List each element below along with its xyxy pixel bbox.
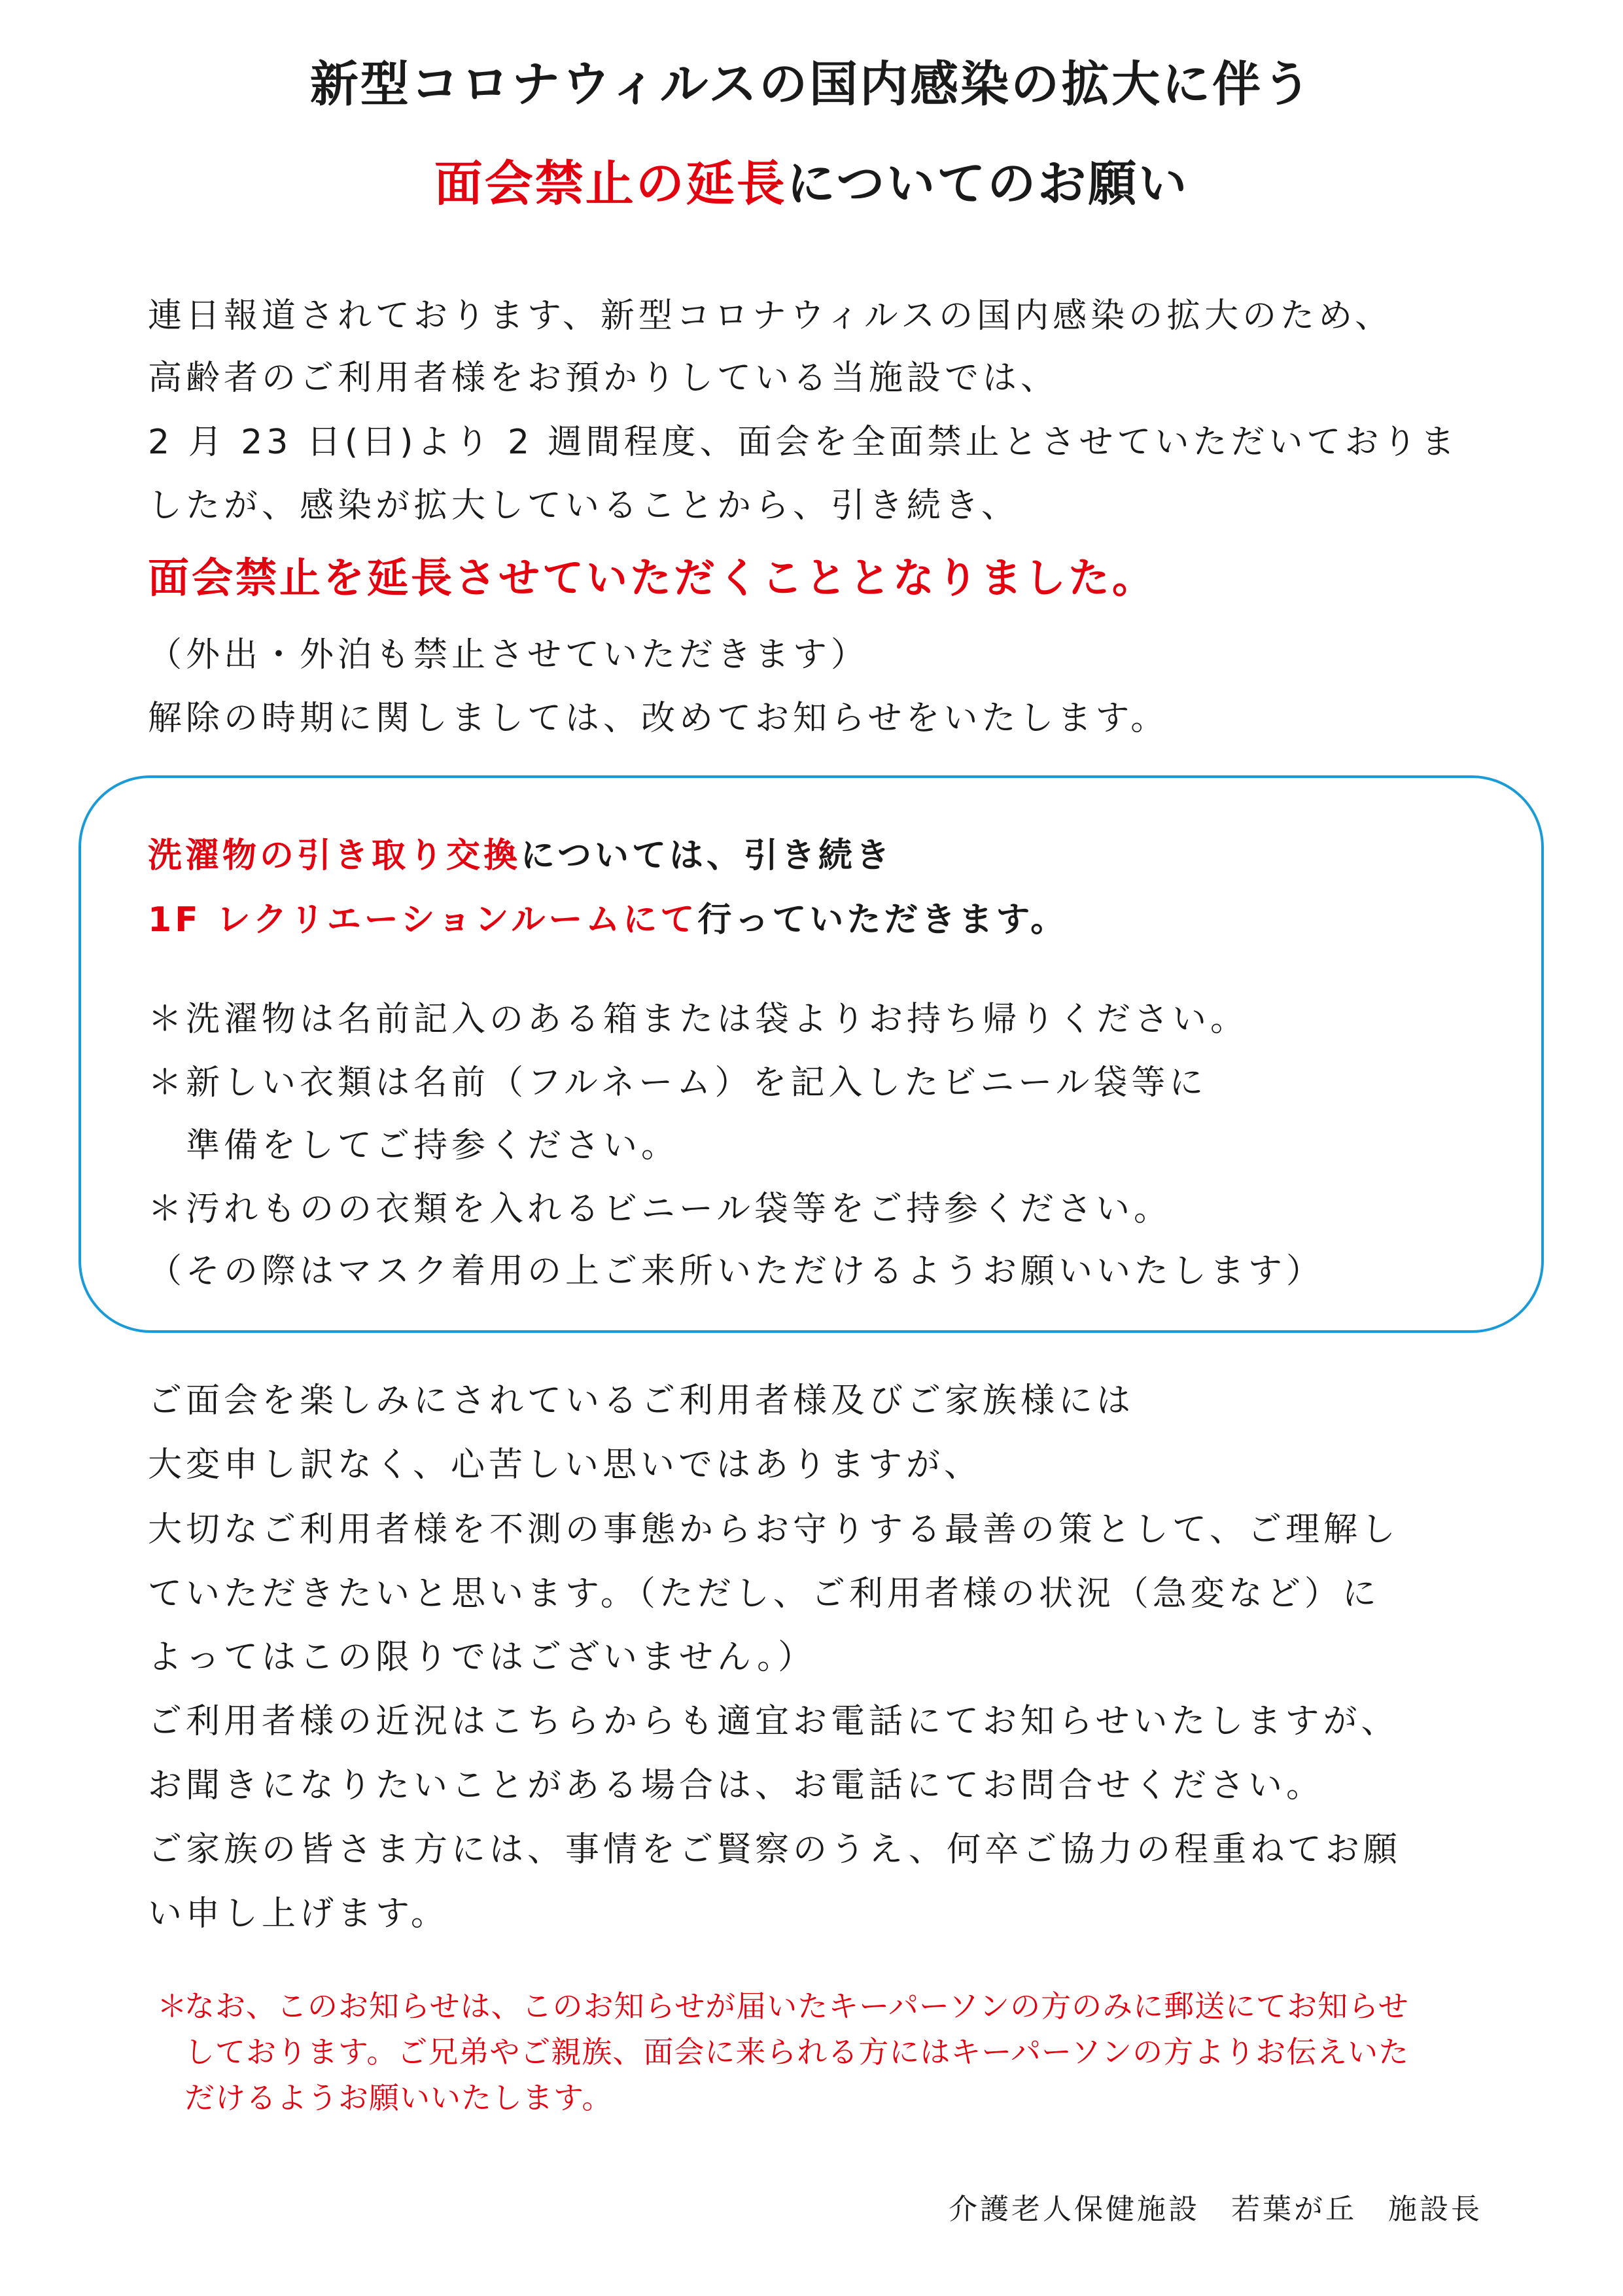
closing-line-8: ご家族の皆さま方には、事情をご賢察のうえ、何卒ご協力の程重ねてお願 bbox=[148, 1830, 1401, 1869]
laundry-item-1: ＊洗濯物は名前記入のある箱または袋よりお持ち帰りください。 bbox=[148, 1000, 1249, 1039]
note-line-3: だけるようお願いいたします。 bbox=[184, 2080, 613, 2115]
note-asterisk: ＊ bbox=[157, 1988, 187, 2024]
laundry-item-2: ＊新しい衣類は名前（フルネーム）を記入したビニール袋等に bbox=[148, 1063, 1208, 1103]
laundry-heading-1-rest: については、引き続き bbox=[521, 836, 893, 875]
closing-line-9: い申し上げます。 bbox=[148, 1894, 449, 1934]
laundry-item-2-cont: 準備をしてご持参ください。 bbox=[148, 1126, 680, 1165]
title-emphasis: 面会禁止の延長 bbox=[434, 156, 787, 212]
note-line-2: しております。ご兄弟やご親族、面会に来られる方にはキーパーソンの方よりお伝えいた bbox=[184, 2034, 1410, 2070]
page-title-line-2 bbox=[0, 145, 1623, 215]
closing-line-4: ていただきたいと思います。（ただし、ご利用者様の状況（急変など）に bbox=[148, 1574, 1380, 1614]
closing-line-3: 大切なご利用者様を不測の事態からお守りする最善の策として、ご理解し bbox=[148, 1510, 1399, 1549]
laundry-heading-2 bbox=[148, 892, 1068, 941]
intro-line-4: したが、感染が拡大していることから、引き続き、 bbox=[148, 486, 1019, 525]
closing-line-6: ご利用者様の近況はこちらからも適宜お電話にてお知らせいたしますが、 bbox=[148, 1702, 1399, 1741]
note-line-1: なお、このお知らせは、このお知らせが届いたキーパーソンの方のみに郵送にてお知らせ bbox=[184, 1988, 1409, 2024]
laundry-heading-2-rest: 行っていただきます。 bbox=[697, 900, 1068, 940]
intro-line-3: 2 月 23 日(日)より 2 週間程度、面会を全面禁止とさせていただいておりま bbox=[148, 423, 1459, 462]
laundry-item-3: ＊汚れものの衣類を入れるビニール袋等をご持参ください。 bbox=[148, 1190, 1172, 1229]
release-note: 解除の時期に関しましては、改めてお知らせをいたします。 bbox=[148, 699, 1169, 738]
title-rest: についてのお願い bbox=[786, 156, 1189, 212]
laundry-item-4: （その際はマスク着用の上ご来所いただけるようお願いいたします） bbox=[148, 1252, 1325, 1291]
page-title-line-1: 新型コロナウィルスの国内感染の拡大に伴う bbox=[309, 56, 1314, 113]
signature: 介護老人保健施設 若葉が丘 施設長 bbox=[949, 2193, 1482, 2226]
closing-line-2: 大変申し訳なく、心苦しい思いではありますが、 bbox=[148, 1445, 982, 1485]
closing-line-7: お聞きになりたいことがある場合は、お電話にてお問合せください。 bbox=[148, 1766, 1325, 1805]
laundry-heading-1 bbox=[148, 828, 893, 877]
extension-announcement: 面会禁止を延長させていただくこととなりました。 bbox=[148, 554, 1156, 602]
intro-line-2: 高齢者のご利用者様をお預かりしている当施設では、 bbox=[148, 359, 1059, 398]
intro-line-1: 連日報道されております、新型コロナウィルスの国内感染の拡大のため、 bbox=[148, 296, 1393, 336]
closing-line-1: ご面会を楽しみにされているご利用者様及びご家族様には bbox=[148, 1381, 1135, 1421]
closing-line-5: よってはこの限りではございません。） bbox=[148, 1638, 816, 1677]
laundry-heading-1-emphasis: 洗濯物の引き取り交換 bbox=[148, 836, 521, 875]
laundry-heading-2-emphasis: 1F レクリエーションルームにて bbox=[148, 900, 698, 940]
outing-note: （外出・外泊も禁止させていただきます） bbox=[148, 635, 869, 675]
